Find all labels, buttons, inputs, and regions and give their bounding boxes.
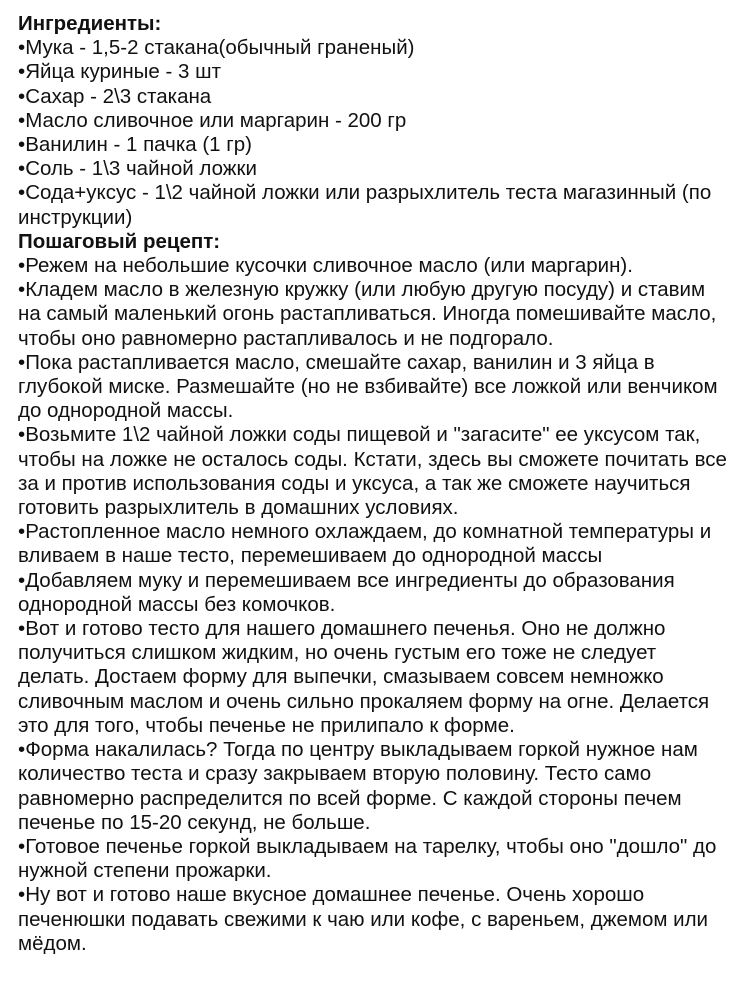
recipe-step <box>18 254 732 278</box>
recipe-step <box>18 835 732 883</box>
bullet: • <box>18 834 26 858</box>
ingredient-text: Соль - 1\3 чайной ложки <box>25 157 257 181</box>
recipe-step-text: Растопленное масло немного охлаждаем, до комнатной температуры и вливаем в наше тесто, перемешиваем до однородной массы <box>18 520 712 568</box>
ingredient-item <box>18 36 732 60</box>
recipe-step <box>18 738 732 835</box>
bullet: • <box>18 36 26 60</box>
recipe-step-text: Возьмите 1\2 чайной ложки соды пищевой и "загасите" ее уксусом так, чтобы на ложке не осталось соды. Кстати, здесь вы сможете почитать все за и против использования соды и уксуса, а так же сможете научиться готовить разрыхлитель в домашних условиях. <box>18 423 727 520</box>
recipe-steps-list <box>18 254 732 956</box>
ingredient-text: Мука - 1,5-2 стакана(обычный граненый) <box>25 36 415 60</box>
ingredient-text: Сахар - 2\3 стакана <box>25 84 212 108</box>
ingredient-item <box>18 181 732 229</box>
bullet: • <box>18 254 26 278</box>
ingredients-heading: Ингредиенты: <box>18 12 162 35</box>
recipe-step <box>18 883 732 956</box>
ingredient-text: Яйца куриные - 3 шт <box>25 60 221 84</box>
bullet: • <box>18 738 26 762</box>
bullet: • <box>18 423 26 447</box>
recipe-step <box>18 520 732 568</box>
recipe-step <box>18 278 732 351</box>
recipe-step <box>18 351 732 424</box>
ingredients-list <box>18 36 732 230</box>
bullet: • <box>18 84 26 108</box>
recipe-step-text: Добавляем муку и перемешиваем все ингредиенты до образования однородной массы без комочков. <box>18 568 675 616</box>
ingredient-text: Сода+уксус - 1\2 чайной ложки или разрыхлитель теста магазинный (по инструкции) <box>18 181 712 229</box>
bullet: • <box>18 181 26 205</box>
ingredient-item <box>18 133 732 157</box>
recipe-step <box>18 569 732 617</box>
recipe-step-text: Ну вот и готово наше вкусное домашнее печенье. Очень хорошо печенюшки подавать свежими к чаю или кофе, с вареньем, джемом или мёдом. <box>18 883 708 955</box>
bullet: • <box>18 617 26 641</box>
ingredient-item <box>18 109 732 133</box>
recipe-step-text: Форма накалилась? Тогда по центру выкладываем горкой нужное нам количество теста и сразу закрываем вторую половину. Тесто само равномерно распределится по всей форме. С каждой стороны печем печенье по 15-20 секунд, не больше. <box>18 738 698 834</box>
recipe-step <box>18 423 732 520</box>
recipe-step-text: Готовое печенье горкой выкладываем на тарелку, чтобы оно "дошло" до нужной степени прожарки. <box>18 834 717 883</box>
bullet: • <box>18 157 26 181</box>
bullet: • <box>18 568 26 592</box>
recipe-step-text: Кладем масло в железную кружку (или любую другую посуду) и ставим на самый маленький огонь растапливаться. Иногда помешивайте масло, чтобы оно равномерно растапливалось и не подгорало. <box>18 278 717 350</box>
ingredient-text: Масло сливочное или маргарин - 200 гр <box>25 108 407 132</box>
ingredient-text: Ванилин - 1 пачка (1 гр) <box>25 133 252 157</box>
ingredient-item <box>18 60 732 84</box>
bullet: • <box>18 133 26 157</box>
recipe-step-text: Вот и готово тесто для нашего домашнего печенья. Оно не должно получиться слишком жидким, но очень густым его тоже не следует делать. Достаем форму для выпечки, смазываем совсем немножко сливочным маслом и очень сильно прокаляем форму на огне. Делается это для того, чтобы печенье не прилипало к форме. <box>18 617 710 737</box>
bullet: • <box>18 350 26 374</box>
bullet: • <box>18 60 26 84</box>
bullet: • <box>18 883 26 907</box>
bullet: • <box>18 520 26 544</box>
ingredient-item <box>18 85 732 109</box>
ingredient-item <box>18 157 732 181</box>
recipe-step <box>18 617 732 738</box>
bullet: • <box>18 278 26 302</box>
recipe-heading: Пошаговый рецепт: <box>18 229 221 253</box>
bullet: • <box>18 108 26 132</box>
recipe-step-text: Режем на небольшие кусочки сливочное масло (или маргарин). <box>25 254 633 278</box>
recipe-step-text: Пока растапливается масло, смешайте сахар, ванилин и 3 яйца в глубокой миске. Размешайте (но не взбивайте) все ложкой или венчиком до однородной массы. <box>18 350 718 423</box>
